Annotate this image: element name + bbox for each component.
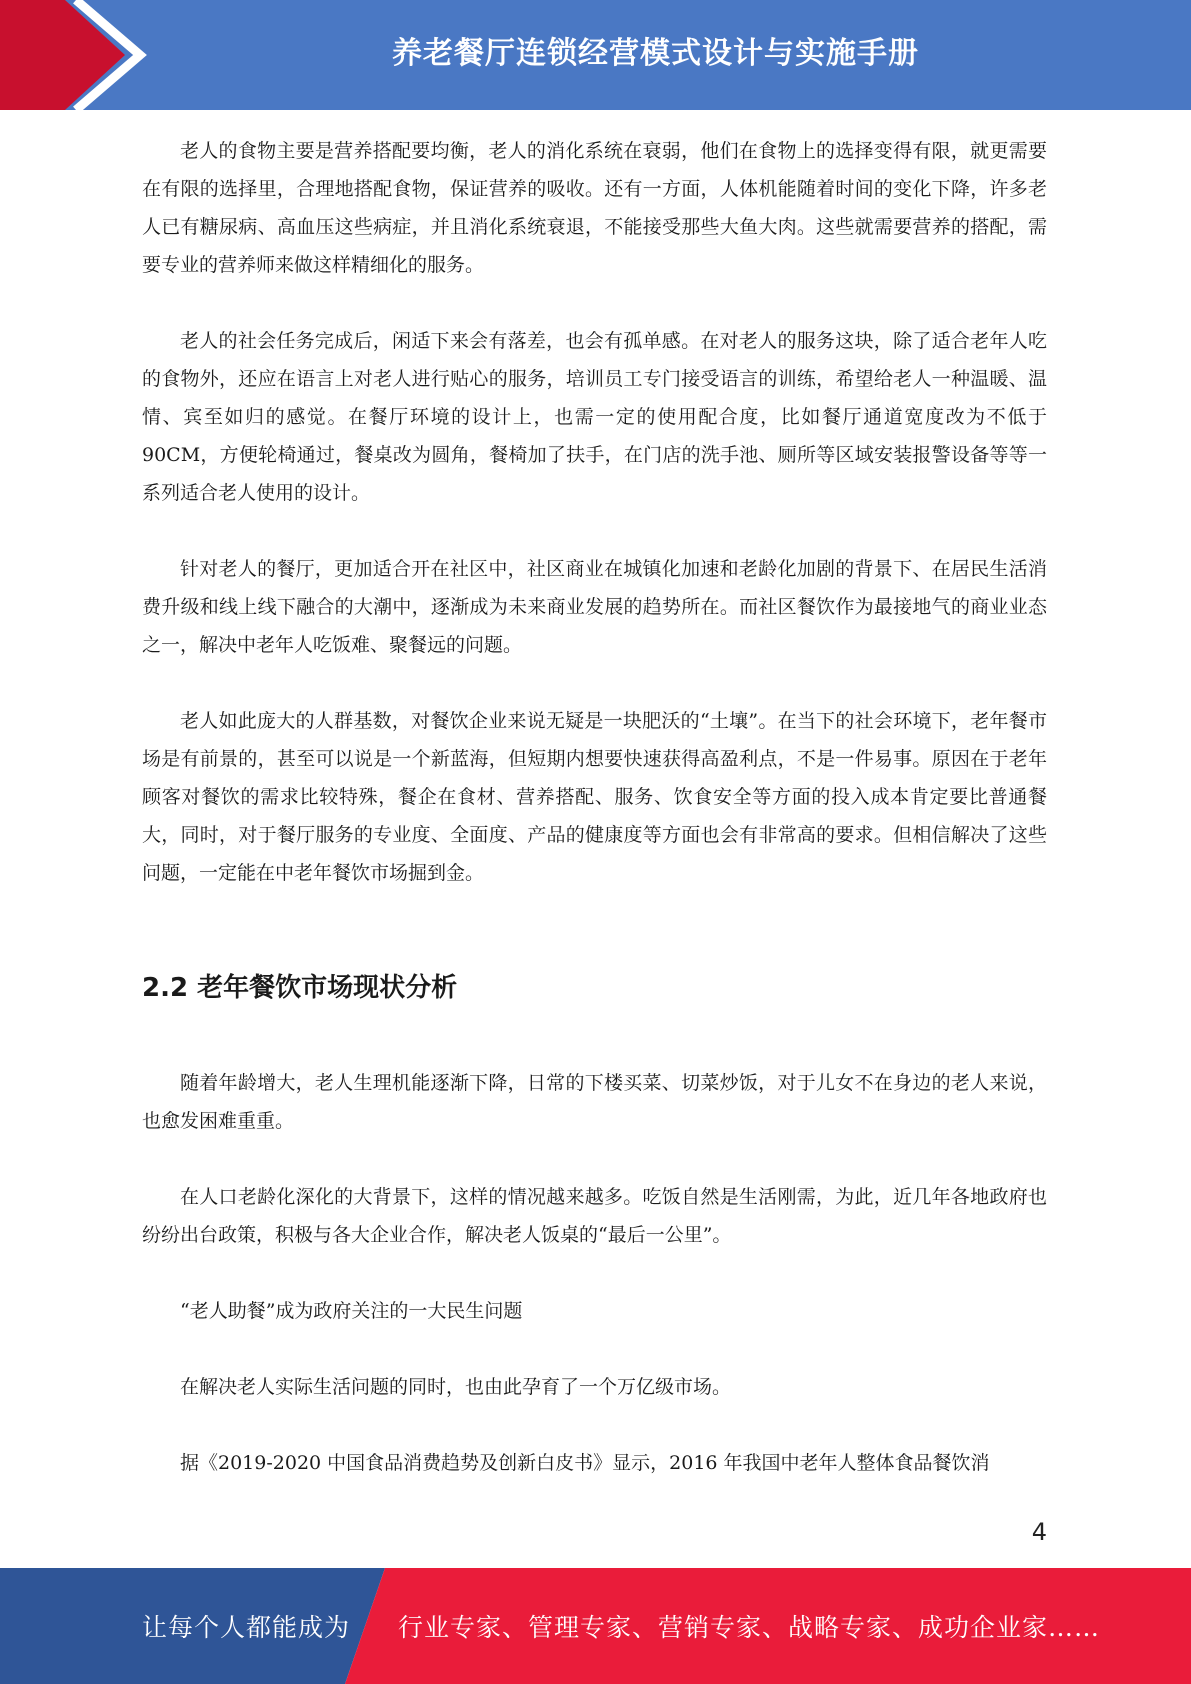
footer-slogan-left: 让每个人都能成为 — [142, 1613, 351, 1642]
paragraph: 在人口老龄化深化的大背景下，这样的情况越来越多。吃饭自然是生活刚需，为此，近几年各地政府也纷纷出台政策，积极与各大企业合作，解决老人饭桌的“最后一公里”。 — [142, 1186, 1047, 1246]
paragraph: 老人如此庞大的人群基数，对餐饮企业来说无疑是一块肥沃的“土壤”。在当下的社会环境下，老年餐市场是有前景的，甚至可以说是一个新蓝海，但短期内想要快速获得高盈利点，不是一件易事。原因在于老年顾客对餐饮的需求比较特殊，餐企在食材、营养搭配、服务、饮食安全等方面的投入成本肯定要比普通餐大，同时，对于餐厅服务的专业度、全面度、产品的健康度等方面也会有非常高的要求。但相信解决了这些问题，一定能在中老年餐饮市场掘到金。 — [142, 710, 1047, 884]
page-footer — [0, 1568, 1191, 1684]
paragraph: 随着年龄增大，老人生理机能逐渐下降，日常的下楼买菜、切菜炒饭，对于儿女不在身边的老人来说，也愈发困难重重。 — [142, 1072, 1047, 1132]
paragraph: 据《2019-2020 中国食品消费趋势及创新白皮书》显示，2016 年我国中老年人整体食品餐饮消 — [180, 1452, 990, 1474]
main-content — [142, 132, 1047, 1482]
paragraph: 老人的社会任务完成后，闲适下来会有落差，也会有孤单感。在对老人的服务这块，除了适合老年人吃的食物外，还应在语言上对老人进行贴心的服务，培训员工专门接受语言的训练，希望给老人一种温暖、温情、宾至如归的感觉。在餐厅环境的设计上，也需一定的使用配合度，比如餐厅通道宽度改为不低于 90CM，方便轮椅通过，餐桌改为圆角，餐椅加了扶手，在门店的洗手池、厕所等区域安装报警设备等等一系列适合老人使用的设计。 — [142, 330, 1047, 504]
page-number: 4 — [1031, 1518, 1047, 1546]
section-heading: 2.2 老年餐饮市场现状分析 — [142, 973, 458, 1003]
paragraph: 针对老人的餐厅，更加适合开在社区中，社区商业在城镇化加速和老龄化加剧的背景下、在居民生活消费升级和线上线下融合的大潮中，逐渐成为未来商业发展的趋势所在。而社区餐饮作为最接地气的商业业态之一，解决中老年人吃饭难、聚餐远的问题。 — [142, 558, 1047, 656]
header-arrow-decoration — [0, 0, 160, 110]
paragraph: 在解决老人实际生活问题的同时，也由此孕育了一个万亿级市场。 — [180, 1376, 732, 1398]
footer-slogan-right: 行业专家、管理专家、营销专家、战略专家、成功企业家…… — [398, 1613, 1101, 1642]
paragraph: 老人的食物主要是营养搭配要均衡，老人的消化系统在衰弱，他们在食物上的选择变得有限，就更需要在有限的选择里，合理地搭配食物，保证营养的吸收。还有一方面，人体机能随着时间的变化下降，许多老人已有糖尿病、高血压这些病症，并且消化系统衰退，不能接受那些大鱼大肉。这些就需要营养的搭配，需要专业的营养师来做这样精细化的服务。 — [142, 140, 1047, 276]
paragraph: “老人助餐”成为政府关注的一大民生问题 — [180, 1300, 523, 1322]
document-title: 养老餐厅连锁经营模式设计与实施手册 — [392, 36, 919, 71]
page-header — [0, 0, 1191, 110]
